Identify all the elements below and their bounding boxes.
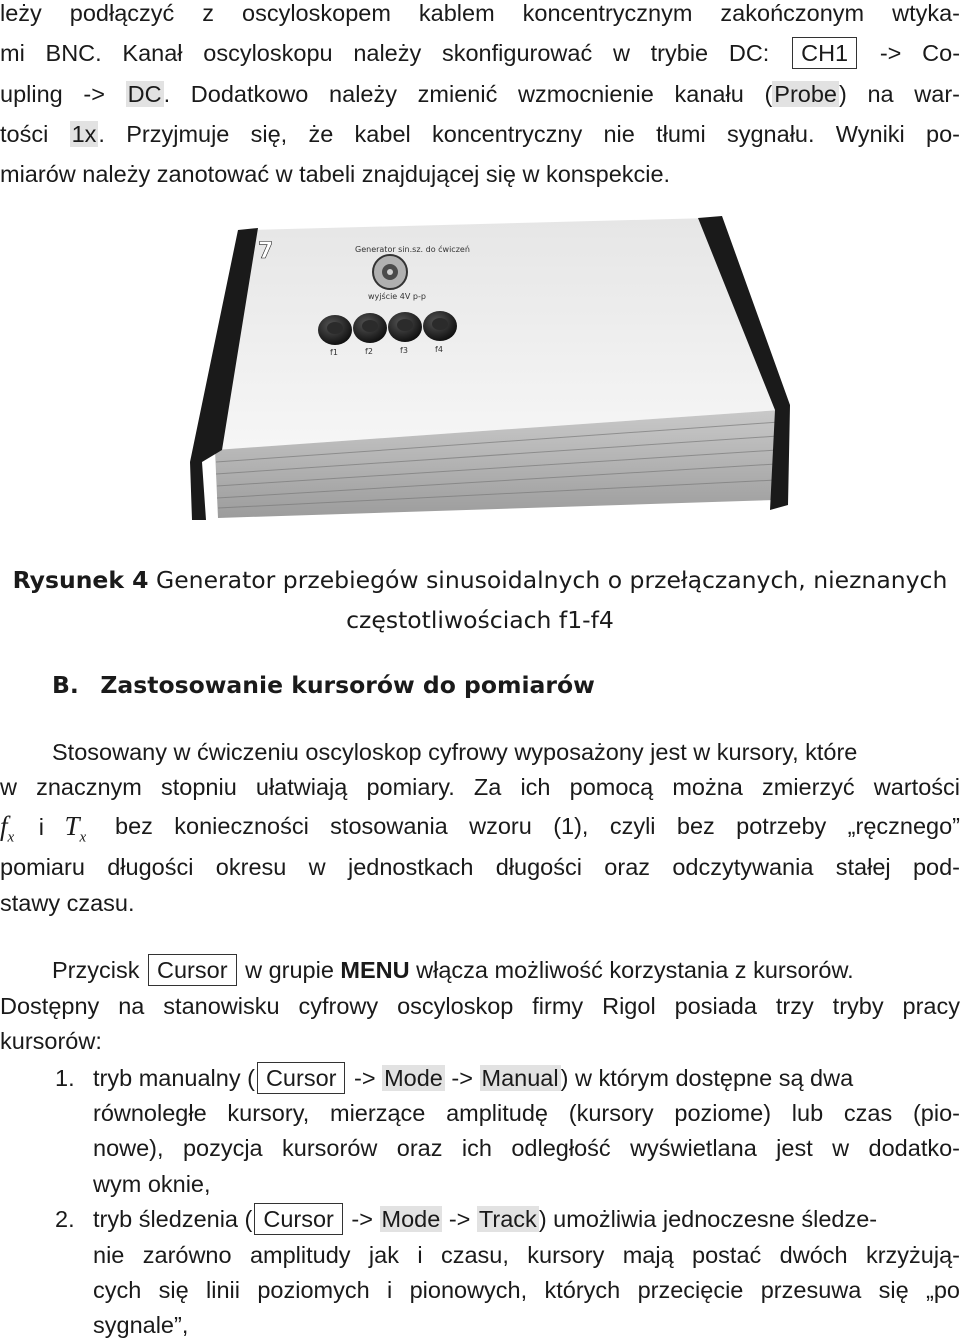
list-item-1-line-3: nowe), pozycja kursorów oraz ich odległość wyświetlana jest w dodatko-	[93, 1135, 960, 1161]
para1-text-3: bez konieczności stosowania wzoru (1), czyli bez potrzeby „ręcznego”	[115, 813, 960, 839]
para1-line-4	[0, 849, 960, 885]
list-item-2-line-1: tryb śledzenia ( Cursor -> Mode -> Track) umożliwia jednoczesne śledze-	[93, 1201, 960, 1237]
para2-text-1a: Przycisk	[52, 957, 140, 983]
dc-highlight: DC	[127, 81, 162, 107]
para2-text-1b: w grupie	[245, 957, 334, 983]
figure-caption-line-2	[0, 602, 960, 638]
intro-text-3a: upling ->	[0, 81, 126, 107]
knob-label-f1: f1	[330, 348, 338, 357]
menu-label: MENU	[340, 957, 410, 983]
intro-line-5	[0, 156, 960, 192]
list-item-1-number: 1.	[55, 1065, 75, 1091]
knob-4-icon	[423, 311, 457, 341]
generator-figure	[190, 200, 790, 530]
intro-line-1	[0, 0, 960, 31]
ch1-button-label: CH1	[792, 37, 857, 69]
intro-line-4	[0, 116, 960, 152]
generator-label: Generator sin.sz. do ćwiczeń	[355, 245, 470, 254]
intro-text-2a: mi BNC. Kanał oscyloskopu należy skonfigurować w trybie DC:	[0, 40, 770, 66]
device-number: 7	[258, 239, 274, 264]
knob-1-icon	[318, 315, 352, 345]
caption-label: Rysunek 4	[12, 566, 149, 594]
intro-text-5: miarów należy zanotować w tabeli znajdującej się w konspekcie.	[0, 161, 671, 187]
intro-line-2	[0, 35, 960, 71]
intro-text-4b: . Przyjmuje się, że kabel koncentryczny nie tłumi sygnału. Wyniki po-	[98, 121, 960, 147]
probe-highlight: Probe	[774, 81, 837, 107]
cursor-button-label-2: Cursor	[257, 1062, 346, 1094]
cursor-button-label: Cursor	[148, 954, 237, 986]
knob-label-f4: f4	[435, 345, 443, 354]
generator-image	[190, 200, 790, 530]
para2-text-3: kursorów:	[0, 1028, 102, 1054]
caption-text-1: Generator przebiegów sinusoidalnych o przełączanych, nieznanych	[148, 566, 948, 594]
formula-fx: $f_x$	[0, 811, 15, 846]
intro-text-2b: -> Co-	[879, 40, 960, 66]
para1-line-5	[0, 885, 960, 921]
knob-label-f3: f3	[400, 346, 408, 355]
para2-text-2: Dostępny na stanowisku cyfrowy oscyloskop firmy Rigol posiada trzy tryby pracy	[0, 993, 960, 1019]
para1-text-1: Stosowany w ćwiczeniu oscyloskop cyfrowy wyposażony jest w kursory, które	[52, 739, 858, 765]
manual-highlight: Manual	[481, 1065, 559, 1091]
para2-line-3	[0, 1023, 960, 1059]
intro-line-3	[0, 76, 960, 112]
list-item-1-line-4: wym oknie,	[93, 1171, 211, 1197]
list-item-1-line-2: równoległe kursory, mierzące amplitudę (kursory poziome) lub czas (pio-	[93, 1100, 960, 1126]
track-highlight: Track	[478, 1206, 537, 1232]
section-title: Zastosowanie kursorów do pomiarów	[100, 671, 595, 699]
para1-text-4: pomiaru długości okresu w jednostkach długości oraz odczytywania stałej pod-	[0, 854, 960, 880]
1x-highlight: 1x	[71, 121, 97, 147]
list-item-2-number: 2.	[55, 1206, 75, 1232]
mode-highlight-2: Mode	[381, 1206, 441, 1232]
section-letter: B.	[52, 671, 79, 699]
case-top	[215, 218, 780, 450]
para1-line-1	[52, 734, 960, 770]
para2-line-1	[52, 952, 960, 988]
figure-caption-line-1	[0, 562, 960, 598]
mode-highlight-1: Mode	[384, 1065, 443, 1091]
list-item-1-line-1: tryb manualny ( Cursor -> Mode -> Manual) w którym dostępne są dwa	[93, 1060, 960, 1096]
cursor-button-label-3: Cursor	[254, 1203, 343, 1235]
para1-conj: i	[38, 814, 44, 840]
intro-text-4a: tości	[0, 121, 70, 147]
knob-label-f2: f2	[365, 347, 373, 356]
intro-text-1: leży podłączyć z oscyloskopem kablem koncentrycznym zakończonym wtyka-	[0, 0, 960, 26]
para1-line-2	[0, 769, 960, 805]
para1-text-2: w znacznym stopniu ułatwiają pomiary. Za ich pomocą można zmierzyć wartości	[0, 774, 960, 800]
intro-text-3b: . Dodatkowo należy zmienić wzmocnienie kanału (	[163, 81, 773, 107]
list-item-2-line-2: nie zarówno amplitudy jak i czasu, kursory mają postać dwóch krzyżują-	[93, 1242, 960, 1268]
section-heading	[52, 667, 960, 703]
list-item-2-line-4: sygnale”,	[93, 1312, 189, 1338]
formula-tx: $T_x$	[64, 811, 87, 846]
output-label: wyjście 4V p-p	[368, 292, 426, 301]
para2-text-1c: włącza możliwość korzystania z kursorów.	[416, 957, 854, 983]
knob-3-icon	[388, 312, 422, 342]
caption-text-2: częstotliwościach f1-f4	[346, 606, 614, 634]
para1-text-5: stawy czasu.	[0, 890, 135, 916]
list-item-2-line-3: cych się linii poziomych i pionowych, których przecięcie przesuwa się „po	[93, 1277, 960, 1303]
knob-2-icon	[353, 313, 387, 343]
para2-line-2	[0, 988, 960, 1024]
intro-text-3c: ) na war-	[838, 81, 960, 107]
